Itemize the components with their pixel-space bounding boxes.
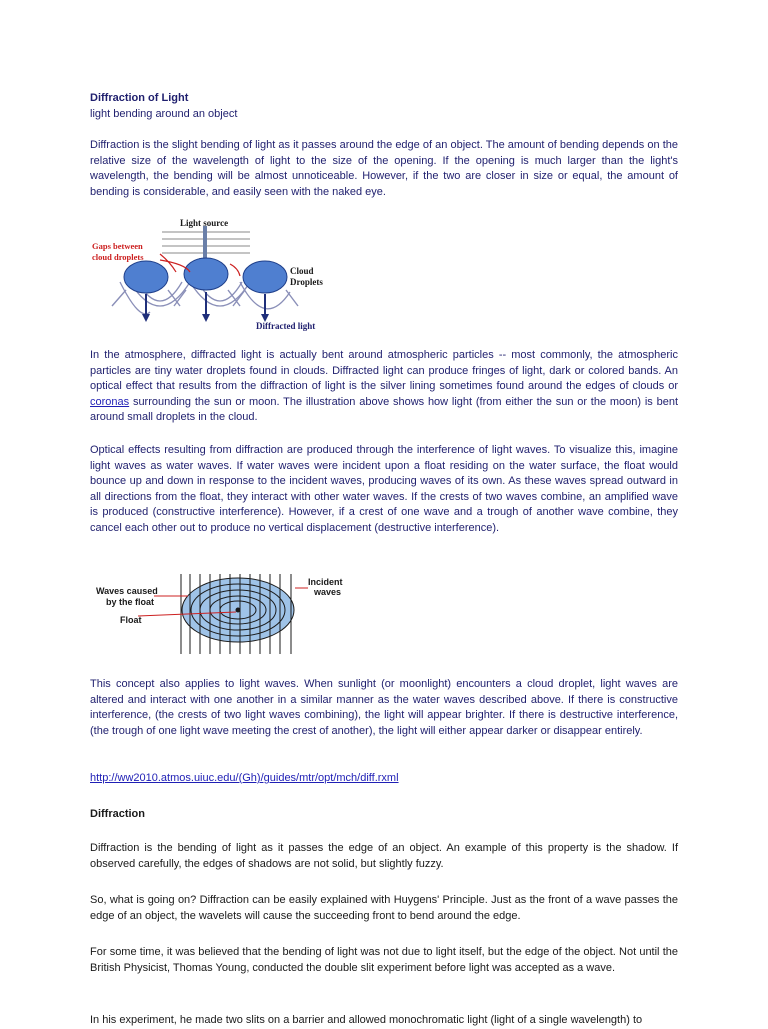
incident-waves-label-line2: waves [314, 587, 342, 597]
paragraph-young: For some time, it was believed that the bending of light was not due to light itself, but the edge of the object. Not until the British Physicist, Thomas Young, conducted the double slit experiment before light was accepted as a wave. [90, 946, 678, 974]
cloud-droplets [124, 258, 287, 293]
float-label: Float [120, 615, 142, 625]
incident-waves-label-line1: Incident [308, 577, 343, 587]
paragraph-intro: Diffraction is the slight bending of light as it passes around the edge of an object. The amount of bending depends on the relative size of the wavelength of light to the size of the opening. If the opening is much larger than the light's wavelength, the bending will be almost unnoticeable. However, if the two are closer in size or equal, the amount of bending is considerable, and easily seen with the naked eye. [90, 139, 678, 198]
cloud-droplets-label-line1: Cloud [290, 266, 314, 276]
paragraph-interference: Optical effects resulting from diffraction are produced through the interference of light waves. To visualize this, imagine light waves as water waves. If water waves were incident upon a float residing on the water surface, the float would bounce up and down in response to the incident waves, producing waves of its own. As these waves spread outward in all directions from the float, they interact with other water waves. If the crests of two waves combine, an amplified wave is produced (constructive interference). However, if a crest of one wave and a trough of another wave combine, they cancel each other out to produce no vertical displacement (destructive interference). [90, 444, 678, 534]
cloud-droplets-label-line2: Droplets [290, 277, 323, 287]
paragraph-light-waves: This concept also applies to light waves. When sunlight (or moonlight) encounters a cloud droplet, light waves are altered and interact with one another in a similar manner as the water waves described above. If there is constructive interference, (the crests of two light waves combining), the light will appear brighter. If there is destructive interference, (the trough of one light wave meeting the crest of another), the light will either appear darker or disappear entirely. [90, 678, 678, 737]
gaps-label-line1: Gaps between [92, 241, 143, 251]
section-heading-diffraction: Diffraction [90, 808, 145, 820]
source-url-link[interactable]: http://ww2010.atmos.uiuc.edu/(Gh)/guides/mtr/opt/mch/diff.rxml [90, 772, 399, 784]
page-title: Diffraction of Light [90, 92, 189, 104]
diffracted-light-label: Diffracted light [256, 321, 316, 331]
paragraph-shadow: Diffraction is the bending of light as it passes the edge of an object. An example of this property is the shadow. If observed carefully, the edges of shadows are not solid, but slightly fuzzy. [90, 842, 678, 870]
paragraph-experiment: In his experiment, he made two slits on a barrier and allowed monochromatic light (light of a single wavelength) to [90, 1014, 643, 1026]
droplet-middle [184, 258, 228, 290]
light-source-label: Light source [180, 218, 229, 228]
waves-caused-label-line2: by the float [106, 597, 155, 607]
waves-caused-label-line1: Waves caused [96, 586, 158, 596]
float-waves-figure [90, 568, 360, 666]
paragraph-atmosphere [90, 348, 678, 426]
gaps-label-line2: cloud droplets [92, 252, 144, 262]
coronas-link[interactable]: coronas [90, 395, 130, 408]
page-subtitle: light bending around an object [90, 108, 238, 120]
paragraph-atmosphere-text-a: In the atmosphere, diffracted light is actually bent around atmospheric particles -- most commonly, the atmospheric particles are tiny water droplets found in clouds. Diffracted light can produce fringes of light, dark or colored bands. An optical effect that results from the diffraction of light is the silver lining sometimes found around the edges of clouds or [90, 349, 678, 392]
cloud-droplet-diffraction-figure [90, 212, 340, 334]
droplet-left [124, 261, 168, 293]
paragraph-huygens: So, what is going on? Diffraction can be easily explained with Huygens' Principle. Just as the front of a wave passes the edge of an object, the wavelets will cause the succeeding front to bend around the edge. [90, 894, 678, 922]
paragraph-atmosphere-text-b: surrounding the sun or moon. The illustration above shows how light (from either the sun or the moon) is bent around small droplets in the cloud. [90, 395, 678, 423]
droplet-right [243, 261, 287, 293]
